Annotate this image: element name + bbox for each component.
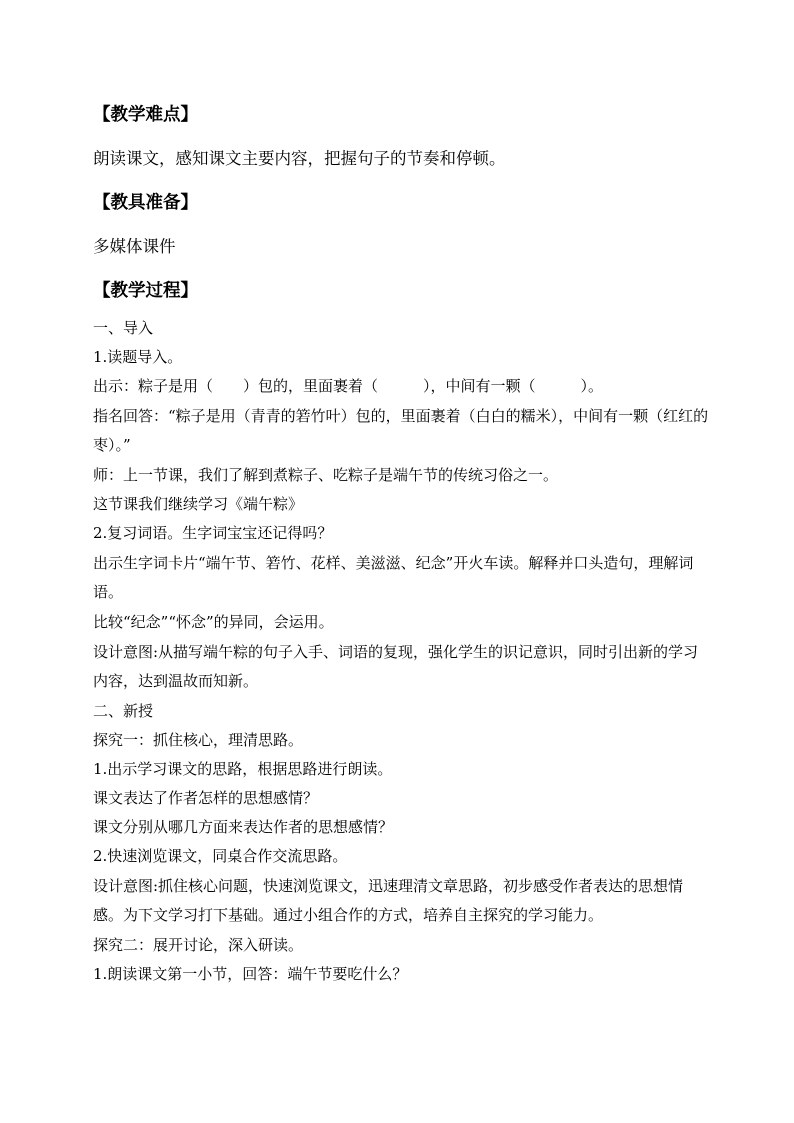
- design-intent-2: 设计意图:抓住核心问题，快速浏览课文，迅速理清文章思路，初步感受作者表达的思想情感。为下文学习打下基础。通过小组合作的方式，培养自主探究的学习能力。: [93, 877, 684, 924]
- word-cards-paragraph: 出示生字词卡片“端午节、箬竹、花样、美滋滋、纪念”开火车读。解释并口头造句，理解词语。: [93, 554, 694, 601]
- step-review-words: 2.复习词语。生字词宝宝还记得吗？: [93, 524, 333, 542]
- continue-learning-line: 这节课我们继续学习《端午粽》: [93, 495, 304, 513]
- design-intent-1: 设计意图:从描写端午粽的句子入手、词语的复现，强化学生的识记意识，同时引出新的学习内容，达到温故而知新。: [93, 643, 699, 690]
- heading-teaching-materials: 【教具准备】: [93, 193, 198, 213]
- explore-two-title: 探究二：展开讨论，深入研读。: [93, 936, 304, 954]
- difficulty-text: 朗读课文，感知课文主要内容，把握句子的节奏和停顿。: [93, 149, 506, 168]
- heading-teaching-difficulty: 【教学难点】: [93, 105, 198, 125]
- teacher-line: 师：上一节课，我们了解到煮粽子、吃粽子是端午节的传统习俗之一。: [93, 466, 559, 484]
- document-body: [93, 100, 723, 987]
- question-aspects: 课文分别从哪几方面来表达作者的思想感情？: [93, 818, 394, 836]
- section-intro-title: 一、导入: [93, 319, 154, 337]
- materials-text: 多媒体课件: [93, 237, 176, 256]
- show-question-line: 出示：粽子是用（ ）包的，里面裹着（ ），中间有一颗（ ）。: [93, 377, 604, 395]
- step-quick-browse: 2.快速浏览课文，同桌合作交流思路。: [93, 847, 348, 865]
- step-read-title: 1.读题导入。: [93, 348, 183, 366]
- section-new-teaching-title: 二、新授: [93, 702, 154, 720]
- step-show-approach: 1.出示学习课文的思路，根据思路进行朗读。: [93, 760, 393, 778]
- answer-paragraph: 指名回答：“粽子是用（青青的箬竹叶）包的，里面裹着（白白的糯米），中间有一颗（红红的枣）。”: [93, 407, 709, 454]
- question-feelings: 课文表达了作者怎样的思想感情？: [93, 789, 319, 807]
- compare-words-line: 比较“纪念”“怀念”的异同，会运用。: [93, 613, 334, 631]
- explore-one-title: 探究一：抓住核心，理清思路。: [93, 731, 304, 749]
- heading-teaching-process: 【教学过程】: [93, 281, 198, 301]
- step-read-first-section: 1.朗读课文第一小节，回答：端午节要吃什么？: [93, 965, 408, 983]
